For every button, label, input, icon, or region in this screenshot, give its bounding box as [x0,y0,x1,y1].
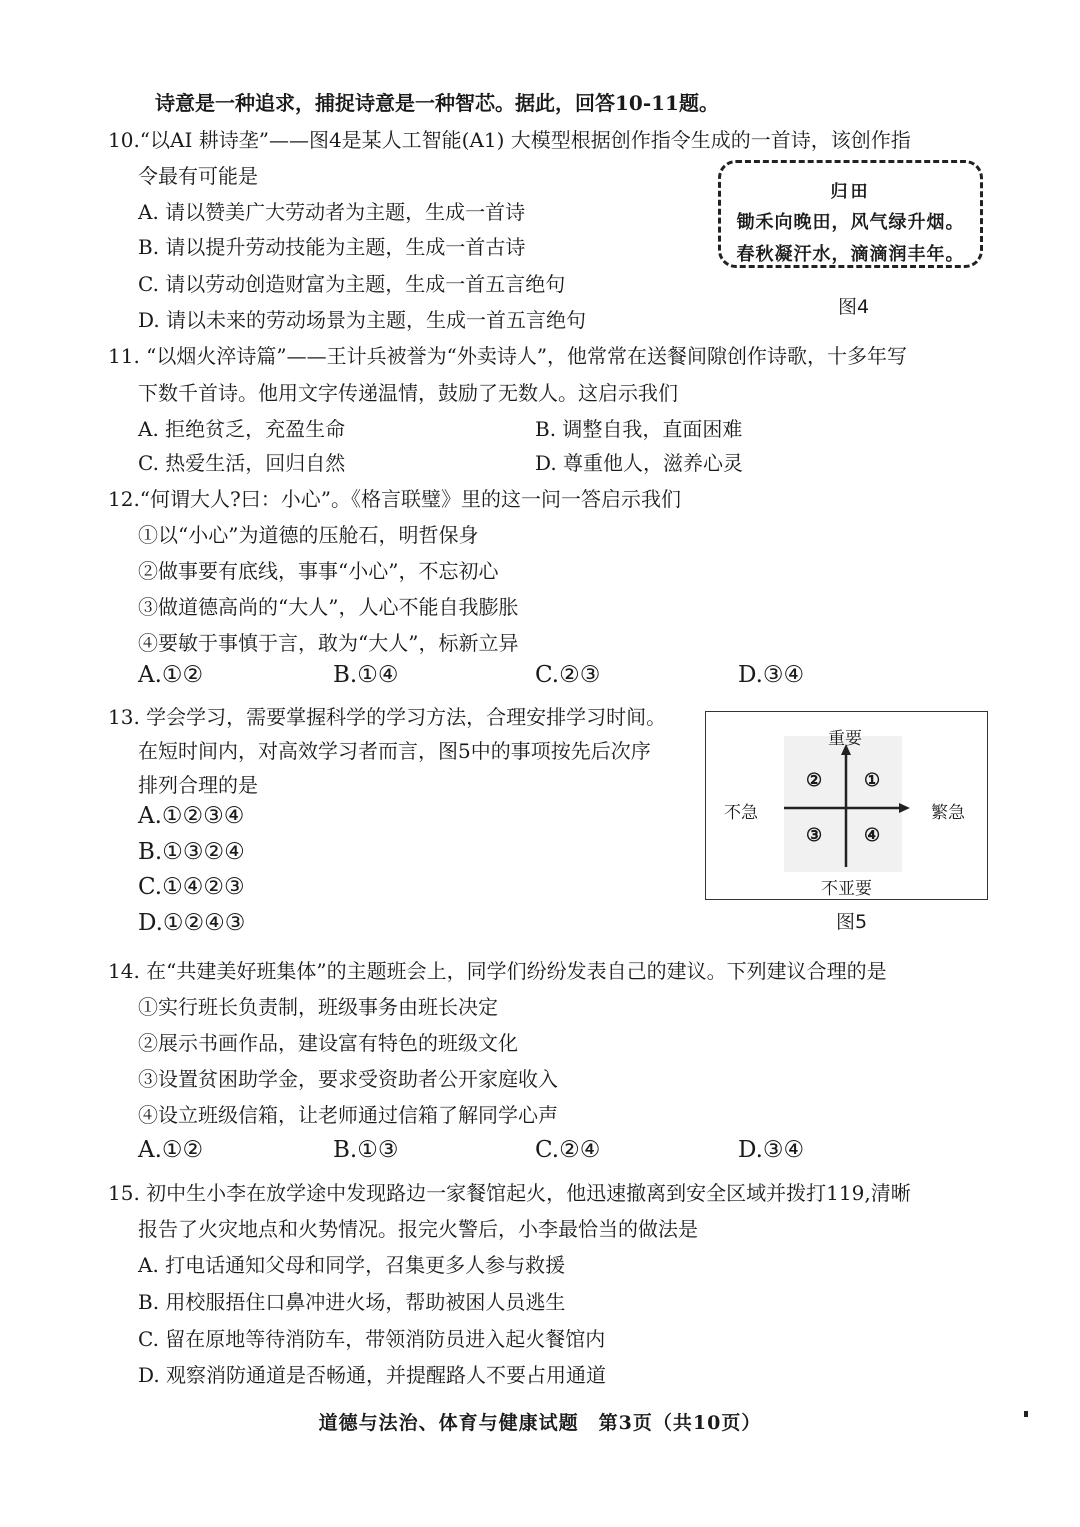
page-footer: 道德与法治、体育与健康试题 第3页（共10页） [318,1412,762,1434]
q12-option-d: D.③④ [738,662,805,688]
figure-4-poem-box [718,160,983,268]
q14-option-a: A.①② [138,1137,204,1163]
q10-option-c: C. 请以劳动创造财富为主题，生成一首五言绝句 [138,272,566,296]
axis-label-top: 重要 [828,729,862,749]
q13-stem-line1: 13. 学会学习，需要掌握科学的学习方法，合理安排学习时间。 [108,705,667,729]
q11-stem-line2: 下数千首诗。他用文字传递温情，鼓励了无数人。这启示我们 [138,381,678,405]
quadrant-3: ③ [806,825,823,846]
figure-4-caption: 图4 [838,296,870,318]
q10-option-b: B. 请以提升劳动技能为主题，生成一首古诗 [138,235,526,259]
q13-stem-line2: 在短时间内，对高效学习者而言，图5中的事项按先后次序 [138,739,651,763]
q12-item-3: ③做道德高尚的“大人”，人心不能自我膨胀 [138,595,519,619]
q12-item-4: ④要敏于事慎于言，敢为“大人”，标新立异 [138,631,519,655]
q12-item-2: ②做事要有底线，事事“小心”，不忘初心 [138,559,499,583]
q11-option-a: A. 拒绝贫乏，充盈生命 [138,417,346,441]
q12-option-a: A.①② [138,662,204,688]
q14-option-b: B.①③ [333,1137,399,1163]
poem-title: 归田 [830,182,871,202]
poem-line-2: 春秋凝汗水，滴滴润丰年。 [736,244,965,265]
q15-option-b: B. 用校服捂住口鼻冲进火场，帮助被困人员逃生 [138,1290,566,1314]
poem-line-1: 锄禾向晚田，风气绿升烟。 [736,212,965,233]
q12-option-b: B.①④ [333,662,399,688]
q14-option-c: C.②④ [535,1137,601,1163]
corner-mark [1024,1411,1028,1417]
q11-option-b: B. 调整自我，直面困难 [535,417,743,441]
q13-option-d: D.①②④③ [138,910,246,936]
q15-option-c: C. 留在原地等待消防车，带领消防员进入起火餐馆内 [138,1327,606,1351]
q13-option-b: B.①③②④ [138,839,245,865]
q14-option-d: D.③④ [738,1137,805,1163]
quadrant-1: ① [864,770,881,791]
quadrant-shade [784,736,902,872]
q13-option-c: C.①④②③ [138,874,245,900]
q15-stem-line1: 15. 初中生小李在放学途中发现路边一家餐馆起火，他迅速撤离到安全区域并拨打119,清晰 [108,1181,911,1205]
q14-stem: 14. 在“共建美好班集体”的主题班会上，同学们纷纷发表自己的建议。下列建议合理的是 [108,959,887,983]
q15-option-d: D. 观察消防通道是否畅通，并提醒路人不要占用通道 [138,1363,607,1387]
axis-label-left: 不急 [724,803,758,823]
q11-option-c: C. 热爱生活，回归自然 [138,451,346,475]
q15-option-a: A. 打电话通知父母和同学，召集更多人参与救援 [138,1253,566,1277]
figure-5-quadrant [705,711,988,900]
q10-stem-line1: 10.“以AI 耕诗垄”——图4是某人工智能(A1) 大模型根据创作指令生成的一首诗，该创作指 [108,128,911,152]
right-arrow-icon [899,803,910,813]
q14-item-3: ③设置贫困助学金，要求受资助者公开家庭收入 [138,1067,558,1091]
intro-text: 诗意是一种追求，捕捉诗意是一种智芯。据此，回答10-11题。 [155,91,719,115]
q12-stem: 12.“何谓大人?曰：小心”。《格言联璧》里的这一问一答启示我们 [108,487,681,511]
q13-option-a: A.①②③④ [138,803,245,829]
axis-label-bottom: 不亚要 [821,879,872,899]
q12-item-1: ①以“小心”为道德的压舱石，明哲保身 [138,523,479,547]
q11-stem-line1: 11. “以烟火淬诗篇”——王计兵被誉为“外卖诗人”，他常常在送餐间隙创作诗歌，十多年写 [108,344,908,368]
q15-stem-line2: 报告了火灾地点和火势情况。报完火警后，小李最恰当的做法是 [138,1217,698,1241]
q12-option-c: C.②③ [535,662,601,688]
quadrant-2: ② [806,770,823,791]
quadrant-4: ④ [864,825,881,846]
q14-item-2: ②展示书画作品，建设富有特色的班级文化 [138,1031,518,1055]
axis-label-right: 繁急 [931,803,965,823]
q11-option-d: D. 尊重他人，滋养心灵 [535,451,744,475]
q14-item-1: ①实行班长负责制，班级事务由班长决定 [138,995,498,1019]
q10-option-d: D. 请以未来的劳动场景为主题，生成一首五言绝句 [138,308,587,332]
figure-5-caption: 图5 [836,911,868,933]
q14-item-4: ④设立班级信箱，让老师通过信箱了解同学心声 [138,1103,558,1127]
q10-option-a: A. 请以赞美广大劳动者为主题，生成一首诗 [138,200,526,224]
q10-stem-line2: 令最有可能是 [138,164,258,188]
q13-stem-line3: 排列合理的是 [138,773,258,797]
